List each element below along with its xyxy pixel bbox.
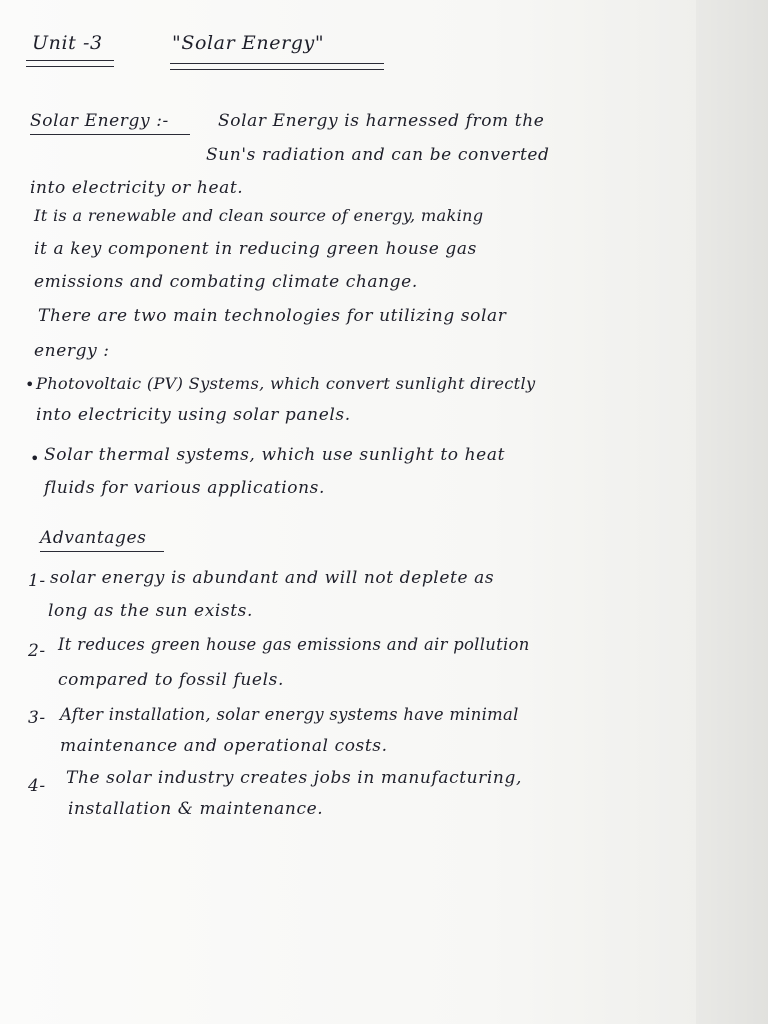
advantages-heading: Advantages — [40, 528, 147, 548]
title-underline — [170, 63, 384, 70]
advantage-number: 3- — [28, 708, 46, 728]
advantage-line: After installation, solar energy systems have minimal — [60, 705, 519, 724]
advantage-line: maintenance and operational costs. — [60, 736, 388, 756]
technology-line: fluids for various applications. — [44, 478, 326, 498]
definition-line: Sun's radiation and can be converted — [206, 145, 550, 165]
advantage-line: solar energy is abundant and will not deplete as — [50, 568, 495, 588]
definition-line: emissions and combating climate change. — [34, 272, 418, 292]
page-edge-shadow — [696, 0, 768, 1024]
advantages-underline — [40, 551, 164, 552]
section-heading-solar-energy: Solar Energy :- — [30, 111, 169, 131]
page-title: "Solar Energy" — [172, 32, 325, 54]
advantage-line: compared to fossil fuels. — [58, 670, 284, 690]
advantage-line: It reduces green house gas emissions and air pollution — [58, 635, 530, 654]
definition-line: into electricity or heat. — [30, 178, 244, 198]
advantage-number: 2- — [28, 641, 46, 661]
unit-underline — [26, 60, 114, 67]
advantage-number: 4- — [28, 776, 46, 796]
definition-line: There are two main technologies for utilizing solar — [38, 306, 507, 326]
section-heading-underline — [30, 134, 190, 135]
advantage-line: The solar industry creates jobs in manufacturing, — [66, 768, 522, 788]
bullet-icon: • — [30, 449, 41, 468]
unit-label: Unit -3 — [32, 32, 103, 54]
definition-line: energy : — [34, 341, 110, 361]
advantage-line: long as the sun exists. — [48, 601, 254, 621]
advantage-number: 1- — [28, 571, 46, 591]
technology-line: Photovoltaic (PV) Systems, which convert sunlight directly — [36, 374, 536, 393]
bullet-icon: • — [25, 375, 36, 394]
technology-line: into electricity using solar panels. — [36, 405, 351, 425]
definition-line: Solar Energy is harnessed from the — [218, 111, 545, 131]
technology-line: Solar thermal systems, which use sunlight to heat — [44, 445, 505, 465]
advantage-line: installation & maintenance. — [68, 799, 324, 819]
definition-line: it a key component in reducing green house gas — [34, 239, 477, 259]
definition-line: It is a renewable and clean source of energy, making — [34, 206, 484, 225]
